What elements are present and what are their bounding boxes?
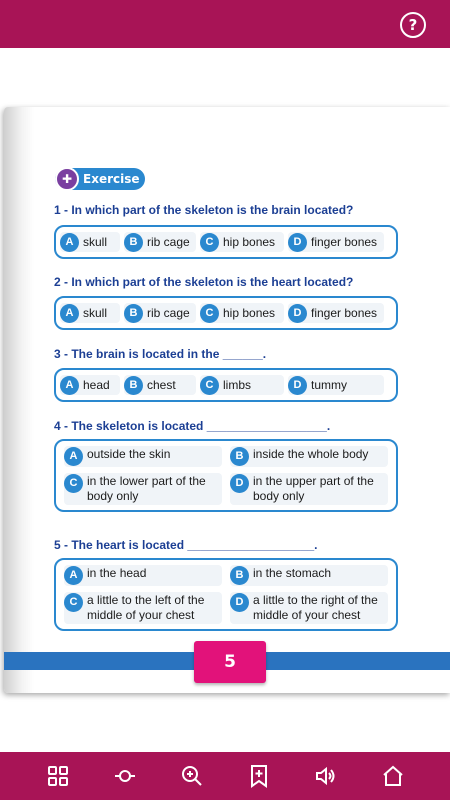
option-letter-b: B xyxy=(124,304,143,323)
exercise-badge xyxy=(55,168,145,190)
question-5-text: 5 - The heart is located ___________________. xyxy=(54,538,318,552)
option-text: skull xyxy=(83,306,108,320)
q5-option-d[interactable] xyxy=(230,592,388,624)
page-number: 5 xyxy=(194,641,266,683)
page-fold xyxy=(4,107,34,693)
puzzle-icon: ✚ xyxy=(55,167,79,191)
question-2-text: 2 - In which part of the skeleton is the heart located? xyxy=(54,275,354,289)
q3-option-b[interactable] xyxy=(124,375,196,395)
option-letter-c: C xyxy=(200,304,219,323)
option-letter-a: A xyxy=(64,447,83,466)
zoom-in-button[interactable] xyxy=(176,760,208,792)
q1-option-c[interactable] xyxy=(200,232,284,252)
option-text: tummy xyxy=(311,378,347,392)
q5-option-c[interactable] xyxy=(64,592,222,624)
q3-option-a[interactable] xyxy=(60,375,120,395)
option-text: limbs xyxy=(223,378,252,392)
option-text: a little to the left of the middle of your chest xyxy=(87,593,205,622)
q2-option-c[interactable] xyxy=(200,303,284,323)
option-letter-c: C xyxy=(200,233,219,252)
speaker-button[interactable] xyxy=(310,760,342,792)
option-letter-b: B xyxy=(230,566,249,585)
bottom-toolbar xyxy=(0,752,450,800)
option-letter-c: C xyxy=(200,376,219,395)
option-letter-a: A xyxy=(60,304,79,323)
question-3-text: 3 - The brain is located in the ______. xyxy=(54,347,267,361)
q2-option-b[interactable] xyxy=(124,303,196,323)
option-text: finger bones xyxy=(311,306,378,320)
q4-option-b[interactable] xyxy=(230,446,388,467)
home-button[interactable] xyxy=(377,760,409,792)
option-letter-d: D xyxy=(230,593,249,612)
q3-option-c[interactable] xyxy=(200,375,284,395)
option-text: in the stomach xyxy=(253,566,332,580)
question-4-answers xyxy=(54,439,398,512)
option-text: in the upper part of the body only xyxy=(253,474,374,503)
option-letter-b: B xyxy=(124,233,143,252)
option-letter-d: D xyxy=(230,474,249,493)
slider-button[interactable] xyxy=(109,760,141,792)
zoom-in-icon xyxy=(180,764,204,788)
option-text: hip bones xyxy=(223,235,276,249)
bookmark-add-button[interactable] xyxy=(243,760,275,792)
question-3-answers xyxy=(54,368,398,402)
q4-option-c[interactable] xyxy=(64,473,222,505)
q4-option-a[interactable] xyxy=(64,446,222,467)
speaker-icon xyxy=(314,764,338,788)
question-2-answers xyxy=(54,296,398,330)
option-text: finger bones xyxy=(311,235,378,249)
option-text: rib cage xyxy=(147,235,190,249)
option-text: head xyxy=(83,378,110,392)
option-text: skull xyxy=(83,235,108,249)
option-text: inside the whole body xyxy=(253,447,369,461)
q1-option-b[interactable] xyxy=(124,232,196,252)
option-letter-d: D xyxy=(288,233,307,252)
q2-option-d[interactable] xyxy=(288,303,384,323)
option-letter-b: B xyxy=(124,376,143,395)
option-text: in the lower part of the body only xyxy=(87,474,206,503)
option-letter-c: C xyxy=(64,474,83,493)
help-button[interactable]: ? xyxy=(400,12,426,38)
question-1-text: 1 - In which part of the skeleton is the brain located? xyxy=(54,203,354,217)
q5-option-a[interactable] xyxy=(64,565,222,586)
q2-option-a[interactable] xyxy=(60,303,120,323)
grid-icon xyxy=(46,764,70,788)
question-4-text: 4 - The skeleton is located __________________. xyxy=(54,419,331,433)
option-text: outside the skin xyxy=(87,447,171,461)
q5-option-b[interactable] xyxy=(230,565,388,586)
grid-button[interactable] xyxy=(42,760,74,792)
slider-icon xyxy=(113,764,137,788)
question-1-answers xyxy=(54,225,398,259)
option-text: in the head xyxy=(87,566,147,580)
option-letter-b: B xyxy=(230,447,249,466)
option-letter-c: C xyxy=(64,593,83,612)
exercise-title: Exercise xyxy=(83,172,140,186)
question-5-answers xyxy=(54,558,398,631)
bookmark-add-icon xyxy=(247,764,271,788)
option-text: a little to the right of the middle of your chest xyxy=(253,593,378,622)
option-letter-a: A xyxy=(60,233,79,252)
option-letter-d: D xyxy=(288,304,307,323)
top-bar xyxy=(0,0,450,48)
book-page xyxy=(4,107,450,693)
q1-option-d[interactable] xyxy=(288,232,384,252)
option-letter-d: D xyxy=(288,376,307,395)
option-text: rib cage xyxy=(147,306,190,320)
option-text: hip bones xyxy=(223,306,276,320)
home-icon xyxy=(381,764,405,788)
option-letter-a: A xyxy=(60,376,79,395)
q4-option-d[interactable] xyxy=(230,473,388,505)
option-text: chest xyxy=(147,378,176,392)
q3-option-d[interactable] xyxy=(288,375,384,395)
q1-option-a[interactable] xyxy=(60,232,120,252)
option-letter-a: A xyxy=(64,566,83,585)
